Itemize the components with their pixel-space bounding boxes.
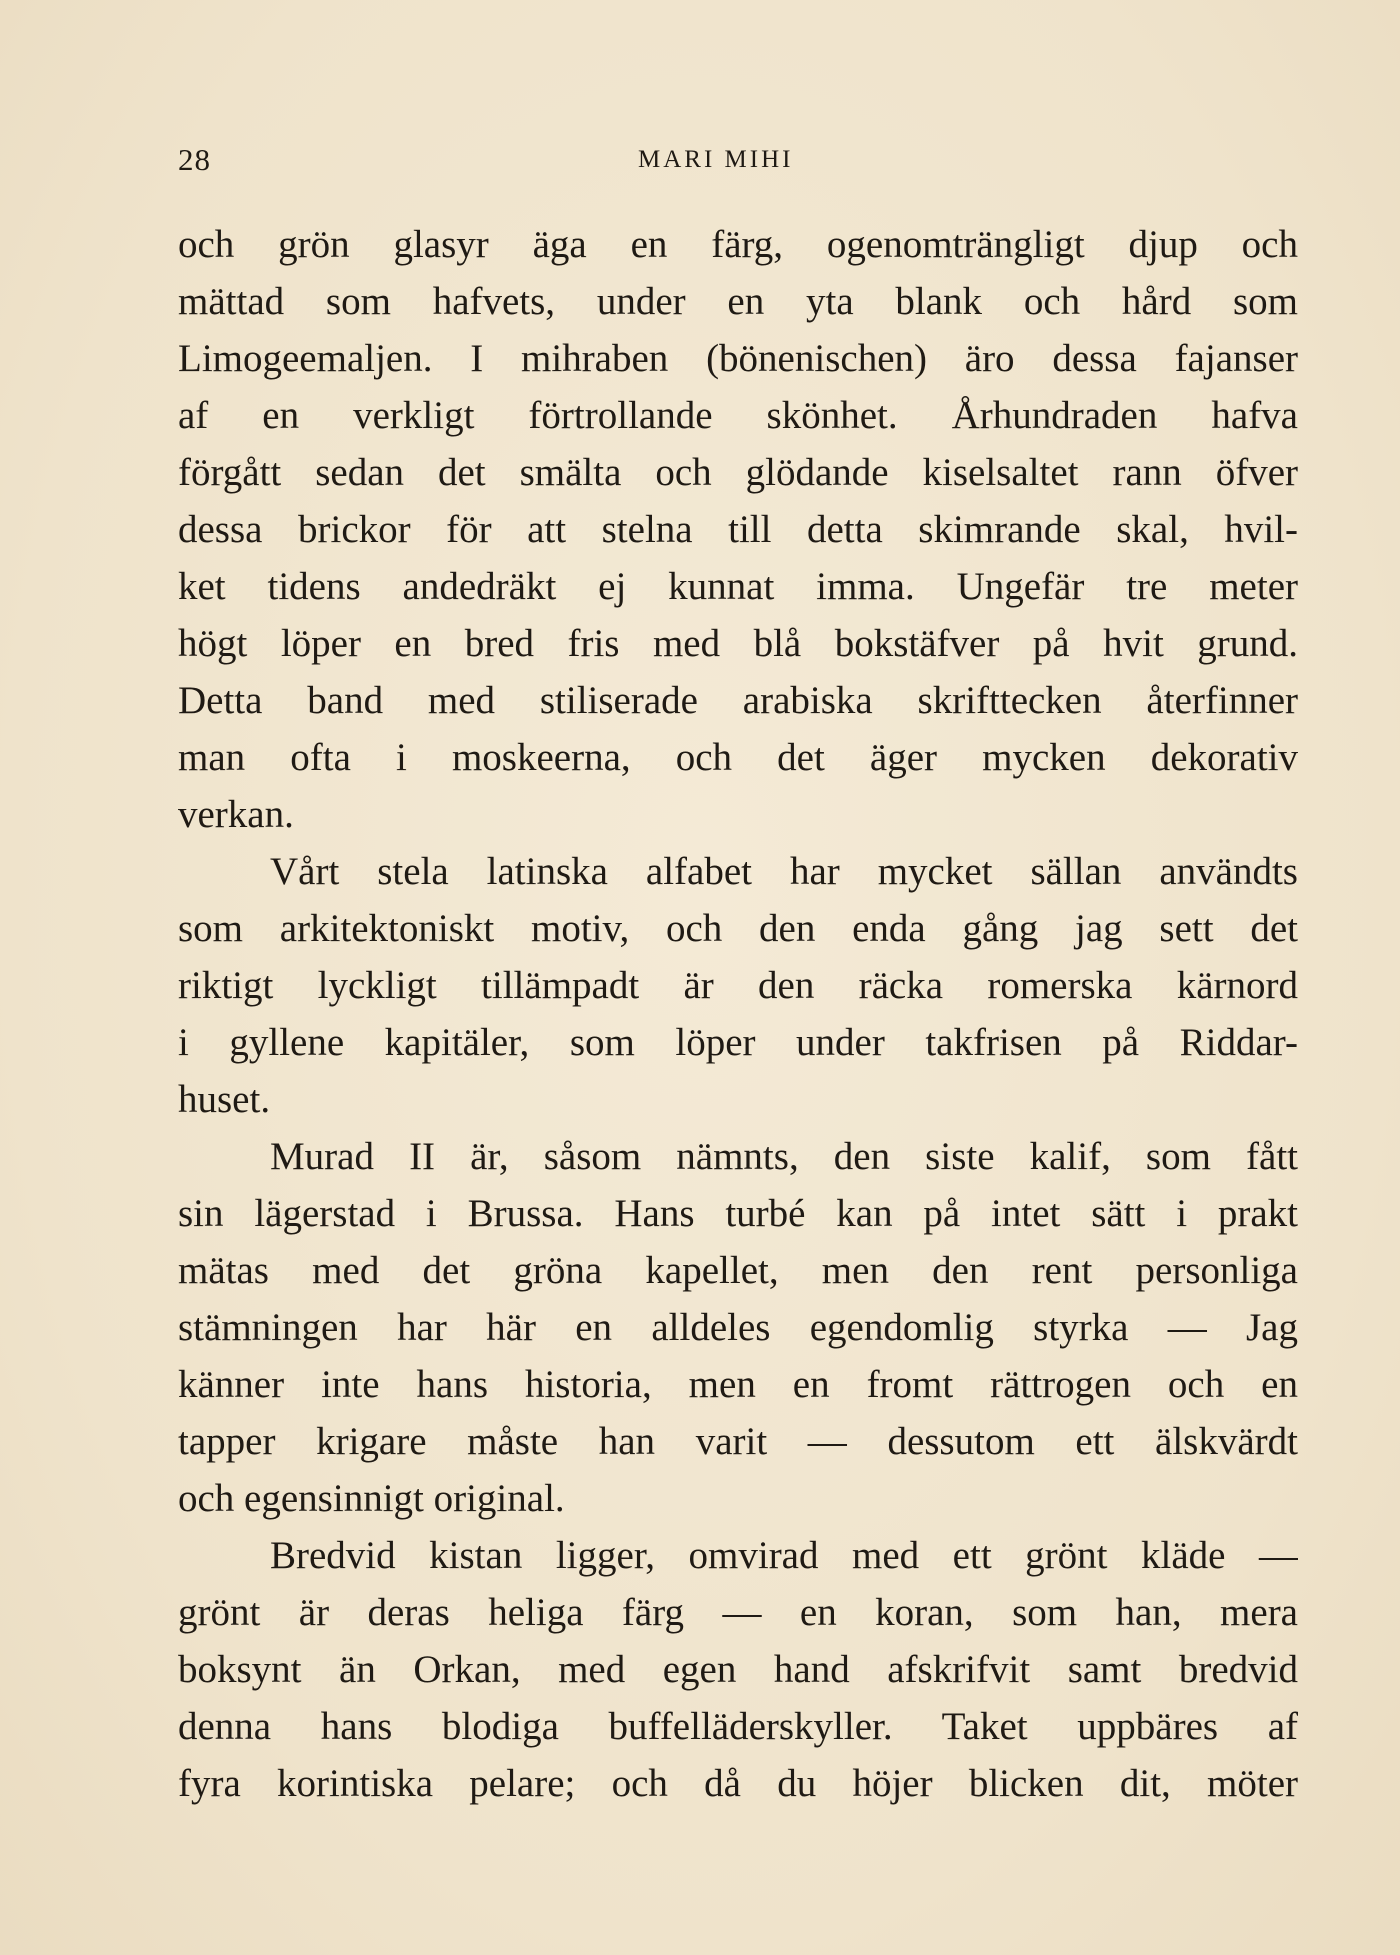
text-line: stämningen har här en alldeles egendomlig styrka — Jag bbox=[178, 1306, 1298, 1349]
text-line: mätas med det gröna kapellet, men den rent personliga bbox=[178, 1249, 1298, 1292]
text-line: känner inte hans historia, men en fromt rättrogen och en bbox=[178, 1363, 1298, 1406]
text-line: af en verkligt förtrollande skönhet. Århundraden hafva bbox=[178, 394, 1298, 437]
running-head: MARI MIHI bbox=[638, 146, 794, 173]
text-line: dessa brickor för att stelna till detta skimrande skal, hvil- bbox=[178, 508, 1298, 551]
text-line: och grön glasyr äga en färg, ogenomträngligt djup och bbox=[178, 223, 1298, 266]
text-line: förgått sedan det smälta och glödande kiselsaltet rann öfver bbox=[178, 451, 1298, 494]
text-line: tapper krigare måste han varit — dessutom ett älskvärdt bbox=[178, 1420, 1298, 1463]
paragraph-start-line: Bredvid kistan ligger, omvirad med ett grönt kläde — bbox=[270, 1534, 1298, 1577]
page-number: 28 bbox=[178, 142, 211, 177]
text-line: ket tidens andedräkt ej kunnat imma. Ungefär tre meter bbox=[178, 565, 1298, 608]
text-line: och egensinnigt original. bbox=[178, 1477, 565, 1520]
text-line: man ofta i moskeerna, och det äger mycken dekorativ bbox=[178, 736, 1298, 779]
text-line: som arkitektoniskt motiv, och den enda gång jag sett det bbox=[178, 907, 1298, 950]
page-header bbox=[178, 142, 1298, 182]
text-line: denna hans blodiga buffelläderskyller. Taket uppbäres af bbox=[178, 1705, 1298, 1748]
paragraph-start-line: Murad II är, såsom nämnts, den siste kalif, som fått bbox=[270, 1135, 1298, 1178]
text-line: boksynt än Orkan, med egen hand afskrifvit samt bredvid bbox=[178, 1648, 1298, 1691]
text-line: Limogeemaljen. I mihraben (bönenischen) äro dessa fajanser bbox=[178, 337, 1298, 380]
text-line: högt löper en bred fris med blå bokstäfver på hvit grund. bbox=[178, 622, 1298, 665]
text-line: i gyllene kapitäler, som löper under takfrisen på Riddar- bbox=[178, 1021, 1298, 1064]
text-line: fyra korintiska pelare; och då du höjer blicken dit, möter bbox=[178, 1762, 1298, 1805]
body-text bbox=[178, 216, 1298, 1812]
text-line: Detta band med stiliserade arabiska skrifttecken återfinner bbox=[178, 679, 1298, 722]
paragraph-start-line: Vårt stela latinska alfabet har mycket sällan användts bbox=[270, 850, 1298, 893]
text-line: grönt är deras heliga färg — en koran, som han, mera bbox=[178, 1591, 1298, 1634]
text-line: mättad som hafvets, under en yta blank och hård som bbox=[178, 280, 1298, 323]
text-line: verkan. bbox=[178, 793, 294, 836]
text-line: sin lägerstad i Brussa. Hans turbé kan på intet sätt i prakt bbox=[178, 1192, 1298, 1235]
text-line: riktigt lyckligt tillämpadt är den räcka romerska kärnord bbox=[178, 964, 1298, 1007]
text-line: huset. bbox=[178, 1078, 271, 1121]
